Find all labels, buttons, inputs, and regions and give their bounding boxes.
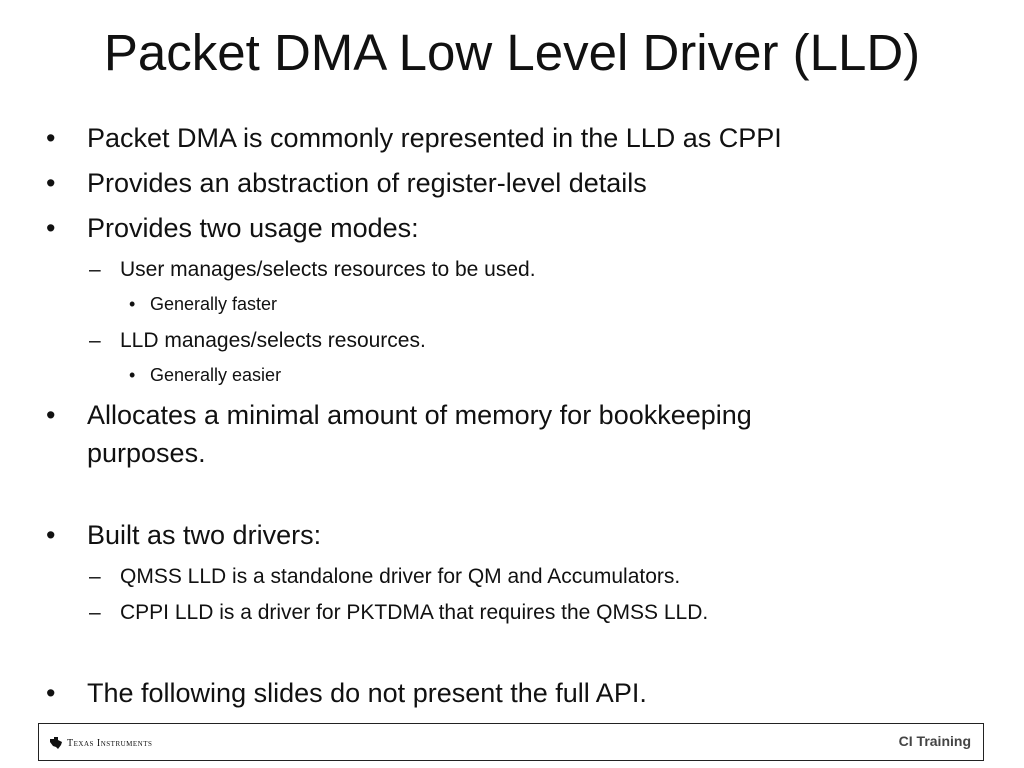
bullet-marker: • bbox=[46, 678, 56, 708]
bullet-marker: – bbox=[89, 601, 101, 624]
bullet-marker: • bbox=[46, 168, 56, 198]
bullet-text-level-2: CPPI LLD is a driver for PKTDMA that requires the QMSS LLD. bbox=[120, 601, 709, 624]
bullet-text-level-2: User manages/selects resources to be used. bbox=[120, 258, 536, 281]
bullet-text-level-1: Allocates a minimal amount of memory for bookkeeping bbox=[87, 400, 752, 430]
bullet-text-level-2: QMSS LLD is a standalone driver for QM and Accumulators. bbox=[120, 565, 681, 588]
slide-footer bbox=[38, 723, 984, 761]
bullet-marker: • bbox=[46, 213, 56, 243]
bullet-marker: • bbox=[46, 123, 56, 153]
bullet-marker: – bbox=[89, 565, 101, 588]
bullet-text-level-1: purposes. bbox=[87, 438, 206, 468]
bullet-text-level-1: The following slides do not present the full API. bbox=[87, 678, 647, 708]
company-name: Texas Instruments bbox=[67, 737, 153, 749]
bullet-text-level-1: Built as two drivers: bbox=[87, 520, 322, 550]
bullet-text-level-1: Packet DMA is commonly represented in the LLD as CPPI bbox=[87, 123, 782, 153]
bullet-marker: – bbox=[89, 329, 101, 352]
bullet-marker: • bbox=[129, 365, 136, 385]
bullet-text-level-1: Provides two usage modes: bbox=[87, 213, 419, 243]
ti-logo bbox=[49, 735, 152, 751]
bullet-text-level-3: Generally easier bbox=[150, 365, 282, 385]
texas-state-icon bbox=[49, 736, 63, 750]
ci-training-label: CI Training bbox=[898, 733, 971, 749]
bullet-text-level-3: Generally faster bbox=[150, 294, 278, 314]
bullet-marker: • bbox=[129, 294, 136, 314]
bullet-marker: • bbox=[46, 400, 56, 430]
bullet-text-level-2: LLD manages/selects resources. bbox=[120, 329, 426, 352]
bullet-text-level-1: Provides an abstraction of register-level details bbox=[87, 168, 647, 198]
slide-title: Packet DMA Low Level Driver (LLD) bbox=[103, 24, 921, 81]
bullet-marker: • bbox=[46, 520, 56, 550]
bullet-marker: – bbox=[89, 258, 101, 281]
